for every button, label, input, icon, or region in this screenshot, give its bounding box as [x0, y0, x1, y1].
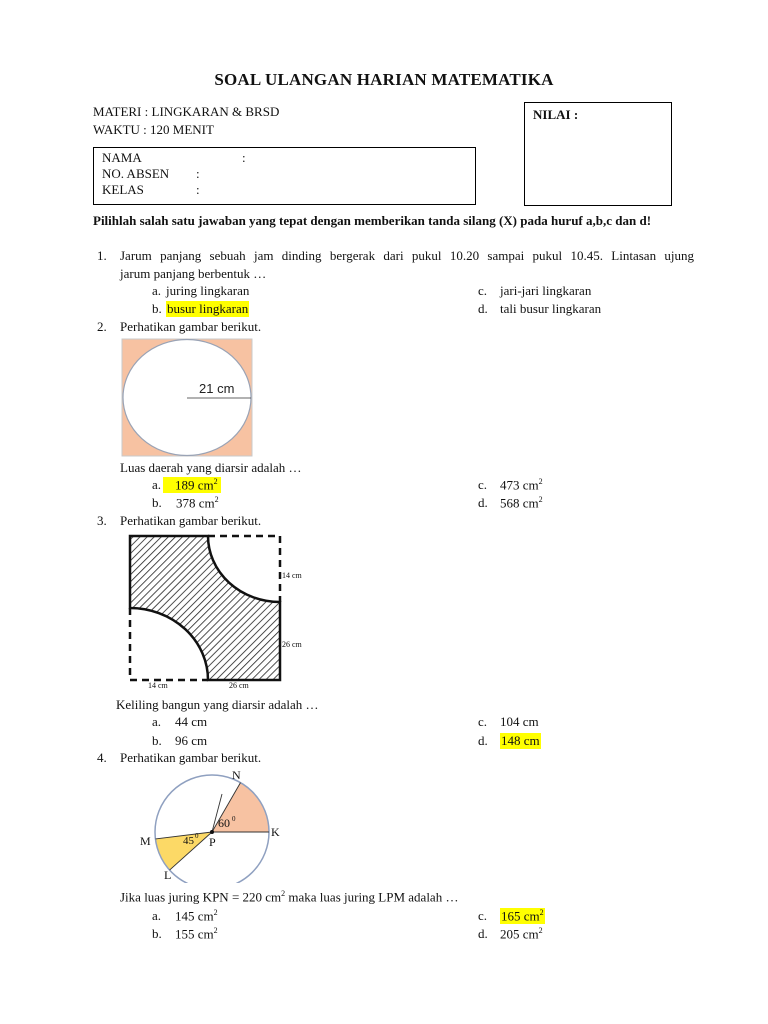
q4-d-sup: 2 [538, 926, 543, 935]
materi: MATERI : LINGKARAN & BRSD [93, 104, 280, 119]
q2-text: Perhatikan gambar berikut. [120, 319, 262, 334]
q2-d-label: d. [478, 495, 488, 510]
q4-question-pre: Jika luas juring KPN = 220 cm [120, 889, 282, 905]
q1-a-label: a. [152, 283, 162, 298]
nama-label: NAMA [102, 150, 142, 165]
waktu: WAKTU : 120 MENIT [93, 122, 214, 137]
q3-b-label: b. [152, 733, 162, 748]
q1-line2: jarum panjang berbentuk … [120, 266, 267, 281]
q4-c-sup: 2 [539, 908, 544, 917]
q2-c-option[interactable] [500, 477, 543, 493]
q3-c-label: c. [478, 714, 488, 729]
kelas-label: KELAS [102, 182, 144, 197]
q4-number: 4. [97, 750, 107, 765]
q4-a-sup: 2 [213, 908, 218, 917]
q4-question-sup: 2 [281, 889, 286, 898]
q1-d-option[interactable]: tali busur lingkaran [500, 301, 602, 316]
q4-label-N: N [232, 768, 241, 782]
q3-label-26-bottom: 26 cm [229, 681, 249, 690]
q4-b-option[interactable] [175, 926, 218, 942]
q4-c-label: c. [478, 908, 488, 923]
q4-angle-60: 60 [218, 816, 230, 830]
q2-b-value: 378 cm [176, 495, 215, 511]
q2-a-value: 189 cm [175, 477, 214, 493]
q3-label-26-right: 26 cm [282, 640, 302, 649]
nilai-label: NILAI : [533, 107, 579, 122]
kelas-sep: : [196, 182, 200, 197]
q3-question: Keliling bangun yang diarsir adalah … [116, 697, 319, 712]
q4-text: Perhatikan gambar berikut. [120, 750, 262, 765]
q4-d-option[interactable] [500, 926, 543, 942]
q4-d-value: 205 cm [500, 926, 539, 942]
q3-text: Perhatikan gambar berikut. [120, 513, 262, 528]
q3-d-label: d. [478, 733, 488, 748]
q4-angle-45-deg: 0 [195, 832, 199, 840]
q4-figure [135, 765, 285, 883]
q4-a-label: a. [152, 908, 162, 923]
absen-label: NO. ABSEN [102, 166, 170, 181]
q4-c-value: 165 cm [501, 908, 540, 924]
q3-d-option[interactable]: 148 cm [501, 733, 540, 748]
q2-b-label: b. [152, 495, 162, 510]
q2-question: Luas daerah yang diarsir adalah … [120, 460, 302, 475]
q3-c-option[interactable]: 104 cm [500, 714, 539, 729]
q4-a-option[interactable] [175, 908, 218, 924]
q3-label-14-bottom: 14 cm [148, 681, 168, 690]
q4-label-K: K [271, 825, 280, 839]
q2-d-sup: 2 [538, 495, 543, 504]
q1-c-label: c. [478, 283, 488, 298]
q4-label-P: P [209, 835, 216, 849]
q3-a-option[interactable]: 44 cm [175, 714, 208, 729]
q2-c-value: 473 cm [500, 477, 539, 493]
nama-sep: : [242, 150, 246, 165]
q4-angle-45: 45 [183, 835, 194, 847]
q3-label-14-right: 14 cm [282, 571, 302, 580]
q2-c-sup: 2 [538, 477, 543, 486]
page-title: SOAL ULANGAN HARIAN MATEMATIKA [214, 70, 554, 89]
q2-b-sup: 2 [214, 495, 219, 504]
q4-b-label: b. [152, 926, 162, 941]
q2-a-sup: 2 [213, 477, 218, 486]
instruction: Pilihlah salah satu jawaban yang tepat dengan memberikan tanda silang (X) pada huruf a,b,c dan d! [93, 213, 652, 228]
q1-b-option[interactable]: busur lingkaran [167, 301, 249, 316]
nilai-box [524, 102, 672, 206]
q3-figure [118, 530, 318, 692]
q3-number: 3. [97, 513, 107, 528]
q4-question-post: maka luas juring LPM adalah … [285, 889, 459, 905]
q1-b-label: b. [152, 301, 162, 316]
q2-figure [119, 337, 255, 459]
q4-b-value: 155 cm [175, 926, 214, 942]
q1-number: 1. [97, 248, 107, 263]
q2-a-label: a. [152, 477, 162, 492]
q2-c-label: c. [478, 477, 488, 492]
q3-b-option[interactable]: 96 cm [175, 733, 208, 748]
q4-label-L: L [164, 868, 172, 882]
absen-sep: : [196, 166, 200, 181]
q4-c-option[interactable] [500, 908, 545, 924]
q2-d-option[interactable] [500, 495, 543, 511]
q1-d-label: d. [478, 301, 488, 316]
q1-c-option[interactable]: jari-jari lingkaran [500, 283, 592, 298]
q4-d-label: d. [478, 926, 488, 941]
q2-b-option[interactable] [176, 495, 219, 511]
q2-a-option[interactable] [163, 477, 221, 493]
q4-b-sup: 2 [213, 926, 218, 935]
q4-a-value: 145 cm [175, 908, 214, 924]
q4-angle-60-deg: 0 [232, 815, 236, 823]
q1-a-option[interactable]: juring lingkaran [166, 283, 250, 298]
q3-a-label: a. [152, 714, 162, 729]
q4-label-M: M [140, 834, 151, 848]
q2-radius-label: 21 cm [199, 381, 235, 396]
q2-number: 2. [97, 319, 107, 334]
q4-question [120, 889, 458, 905]
identity-box [93, 147, 476, 205]
q1-line1: Jarum panjang sebuah jam dinding bergerak dari pukul 10.20 sampai pukul 10.45. Lintasan ujung [120, 248, 694, 263]
q2-d-value: 568 cm [500, 495, 539, 511]
